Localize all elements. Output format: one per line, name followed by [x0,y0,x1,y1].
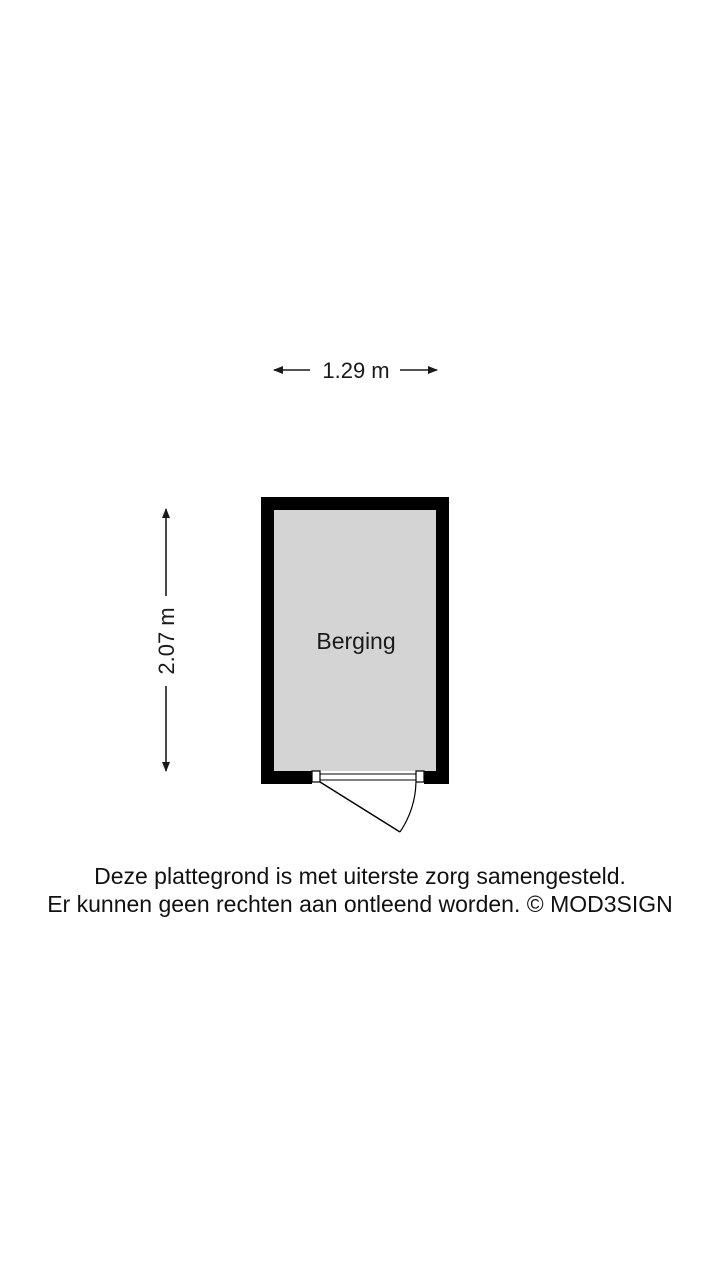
door-swing-arc [400,782,416,832]
door-leaf [320,782,400,832]
door-opening [312,771,424,784]
width-dimension [274,358,437,383]
width-dimension-label: 1.29 m [322,358,390,383]
room-berging [261,497,449,784]
disclaimer [0,862,720,918]
door [312,771,424,832]
disclaimer-line-2: Er kunnen geen rechten aan ontleend worden. © MOD3SIGN [47,891,673,917]
room-label: Berging [316,628,396,654]
door-jamb-right [416,771,424,782]
height-dimension [154,509,179,771]
door-jamb-left [312,771,320,782]
height-dimension-label: 2.07 m [154,607,179,675]
disclaimer-line-1: Deze plattegrond is met uiterste zorg samengesteld. [94,863,626,889]
